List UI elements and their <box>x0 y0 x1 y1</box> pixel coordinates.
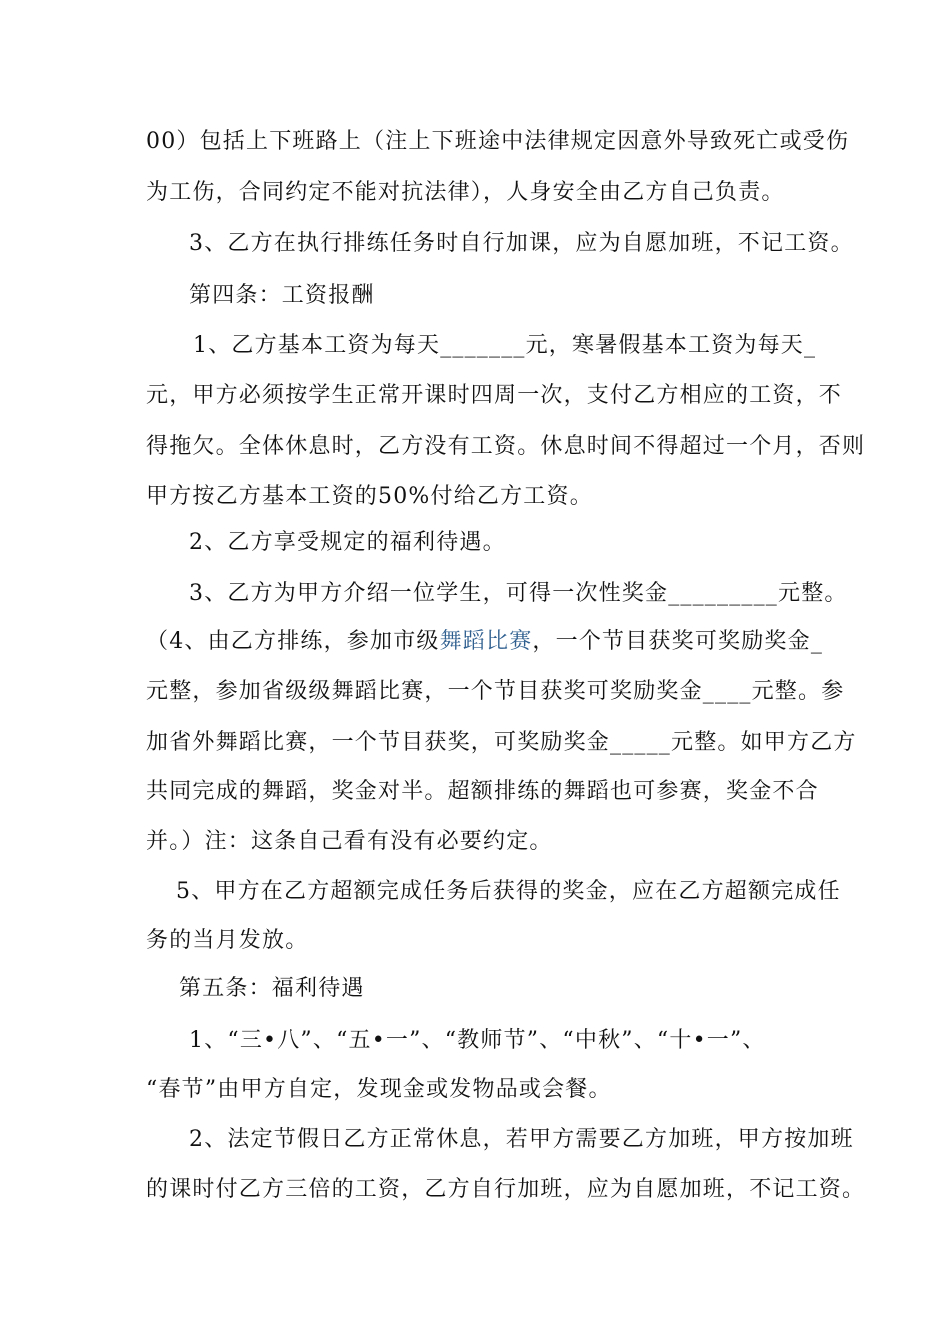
line-text: ，一个节目获奖可奖励奖金_ <box>532 629 824 654</box>
paragraph-line: 1、“三•八”、“五•一”、“教师节”、“中秋”、“十•一”、 <box>189 1028 766 1053</box>
paragraph-line: 2、法定节假日乙方正常休息，若甲方需要乙方加班，甲方按加班 <box>189 1127 854 1152</box>
paragraph-line: 3、乙方为甲方介绍一位学生，可得一次性奖金_________元整。 <box>189 581 848 606</box>
paragraph-line: 共同完成的舞蹈，奖金对半。超额排练的舞蹈也可参赛，奖金不合 <box>146 779 819 804</box>
paragraph-line <box>0 627 950 657</box>
paragraph-line: 3、乙方在执行排练任务时自行加课，应为自愿加班，不记工资。 <box>189 231 854 256</box>
paragraph-line: 务的当月发放。 <box>146 928 309 953</box>
paragraph-line: 5、甲方在乙方超额完成任务后获得的奖金，应在乙方超额完成任 <box>176 879 841 904</box>
dance-competition-link[interactable]: 舞蹈比赛 <box>439 629 533 654</box>
paragraph-line: 并。）注：这条自己看有没有必要约定。 <box>146 829 553 854</box>
paragraph-line: 00）包括上下班路上（注上下班途中法律规定因意外导致死亡或受伤 <box>146 129 850 154</box>
paragraph-line: 为工伤，合同约定不能对抗法律），人身安全由乙方自己负责。 <box>146 180 785 205</box>
paragraph-line: 的课时付乙方三倍的工资，乙方自行加班，应为自愿加班，不记工资。 <box>146 1177 866 1202</box>
paragraph-line: 元整，参加省级级舞蹈比赛，一个节目获奖可奖励奖金____元整。参 <box>146 679 845 704</box>
paragraph-line: 甲方按乙方基本工资的50%付给乙方工资。 <box>146 484 593 509</box>
paragraph-line: 2、乙方享受规定的福利待遇。 <box>189 530 506 555</box>
section-heading: 第四条：工资报酬 <box>189 283 375 308</box>
paragraph-line: “春节”由甲方自定，发现金或发物品或会餐。 <box>146 1077 612 1102</box>
line-text: （4、由乙方排练，参加市级 <box>146 629 440 654</box>
paragraph-line: 加省外舞蹈比赛，一个节目获奖，可奖励奖金_____元整。如甲方乙方 <box>146 730 857 755</box>
paragraph-line: 1、乙方基本工资为每天_______元，寒暑假基本工资为每天_ <box>193 333 817 358</box>
paragraph-line: 元，甲方必须按学生正常开课时四周一次，支付乙方相应的工资，不 <box>146 383 843 408</box>
section-heading: 第五条：福利待遇 <box>179 976 365 1001</box>
paragraph-line: 得拖欠。全体休息时，乙方没有工资。休息时间不得超过一个月，否则 <box>146 434 866 459</box>
